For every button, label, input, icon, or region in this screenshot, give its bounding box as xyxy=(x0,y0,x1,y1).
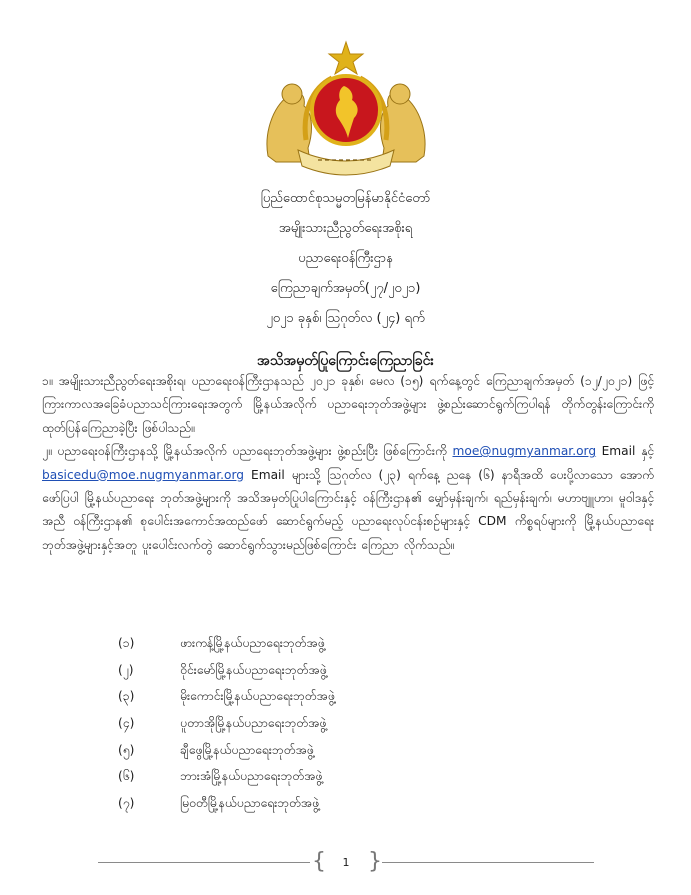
state-emblem xyxy=(258,38,434,178)
list-item xyxy=(118,630,518,657)
list-item xyxy=(118,657,518,684)
page-number: 1 xyxy=(342,856,350,869)
paragraph-2 xyxy=(42,440,654,557)
paragraph-1: ၁။ အမျိုးသားညီညွတ်ရေးအစိုးရ၊ ပညာရေးဝန်ကြီးဌာနသည် ၂၀၂၁ ခုနှစ်၊ မေလ (၁၅) ရက်နေ့တွင် ကြေညာချက်အမှတ် (၁၂/၂၀၂၁) ဖြင့် ကြားကာလအခြေခံပညာသင်ကြားရေးအတွက် မြို့နယ်အလိုက် ပညာရေးဘုတ်အဖွဲ့များ ဖွဲ့စည်းဆောင်ရွက်ကြပါရန် တိုက်တွန်းကြောင်းကို ထုတ်ပြန်ကြေညာခဲ့ပြီး ဖြစ်ပါသည်။ xyxy=(42,374,654,435)
list-item-number: (၇) xyxy=(118,796,135,811)
paragraph-2-start: ၂။ ပညာရေးဝန်ကြီးဌာနသို့ မြို့နယ်အလိုက် ပညာရေးဘုတ်အဖွဲ့များ ဖွဲ့စည်းပြီး ဖြစ်ကြောင်းကို xyxy=(42,444,447,459)
list-item xyxy=(118,737,518,764)
list-item-number: (၅) xyxy=(118,742,135,757)
document-title: အသိအမှတ်ပြုကြောင်းကြေညာခြင်း xyxy=(257,353,434,369)
list-item-text: ပူတာအိုမြို့နယ်ပညာရေးဘုတ်အဖွဲ့ xyxy=(180,716,327,731)
township-board-list xyxy=(118,630,518,817)
list-item xyxy=(118,683,518,710)
list-item-text: မိုးကောင်းမြို့နယ်ပညာရေးဘုတ်အဖွဲ့ xyxy=(180,689,335,704)
list-item-text: ဖားကန့်မြို့နယ်ပညာရေးဘုတ်အဖွဲ့ xyxy=(180,636,325,650)
list-item xyxy=(118,790,518,817)
list-item-number: (၁) xyxy=(118,636,135,650)
header-ministry-name: ပညာရေးဝန်ကြီးဌာန xyxy=(298,251,393,266)
list-item-number: (၂) xyxy=(118,662,134,677)
state-emblem-icon xyxy=(258,38,434,178)
email-link-basicedu[interactable]: basicedu@moe.nugmyanmar.org xyxy=(42,467,245,482)
list-item xyxy=(118,710,518,737)
list-item-text: ဘားအံမြို့နယ်ပညာရေးဘုတ်အဖွဲ့ xyxy=(180,769,323,784)
list-item-number: (၄) xyxy=(118,716,135,731)
footer-rule-left xyxy=(98,862,310,863)
header-government-name: အမျိုးသားညီညွတ်ရေးအစိုးရ xyxy=(278,221,413,236)
list-item xyxy=(118,763,518,790)
footer-brace-left-icon: { xyxy=(312,849,326,874)
header-country-name: ပြည်ထောင်စုသမ္မတမြန်မာနိုင်ငံတော် xyxy=(260,191,431,206)
document-header xyxy=(0,184,691,334)
list-item-text: ချီဖွေမြို့နယ်ပညာရေးဘုတ်အဖွဲ့ xyxy=(180,742,314,757)
list-item-text: ဝိုင်းမော်မြို့နယ်ပညာရေးဘုတ်အဖွဲ့ xyxy=(180,662,327,677)
paragraph-2-mid1: Email နှင့် xyxy=(601,444,655,459)
header-announcement-number: ကြေညာချက်အမှတ်(၂၇/၂၀၂၁) xyxy=(270,281,421,296)
document-body xyxy=(42,370,654,557)
footer-brace-right-icon: } xyxy=(368,849,382,874)
list-item-number: (၆) xyxy=(118,769,135,784)
footer-rule-right xyxy=(382,862,594,863)
list-item-number: (၃) xyxy=(118,689,135,704)
email-link-moe[interactable]: moe@nugmyanmar.org xyxy=(452,444,597,459)
list-item-text: မြဝတီမြို့နယ်ပညာရေးဘုတ်အဖွဲ့ xyxy=(180,796,319,811)
header-date: ၂၀၂၁ ခုနှစ်၊ ဩဂုတ်လ (၂၄) ရက် xyxy=(266,311,425,326)
paragraph-2-rest: Email များသို့ ဩဂုတ်လ (၂၃) ရက်နေ့ ညနေ (၆) နာရီအထိ ပေးပို့လာသော အောက်ဖော်ပြပါ မြို့နယ်ပညာရေး ဘုတ်အဖွဲ့များကို အသိအမှတ်ပြုပါကြောင်းနှင့် ဝန်ကြီးဌာန၏ မျှော်မှန်းချက်၊ ရည်မှန်းချက်၊ မဟာဗျူဟာ၊ မူဝါဒနှင့်အညီ ဝန်ကြီးဌာန၏ စုပေါင်းအကောင်အထည်ဖော် ဆောင်ရွက်မည့် ပညာရေးလုပ်ငန်းစဉ်များနှင့် CDM ကိစ္စရပ်များကို မြို့နယ်ပညာရေးဘုတ်အဖွဲ့များနှင့်အတူ ပူးပေါင်းလက်တွဲ ဆောင်ရွက်သွားမည်ဖြစ်ကြောင်း ကြေညာ လိုက်သည်။ xyxy=(42,467,655,552)
